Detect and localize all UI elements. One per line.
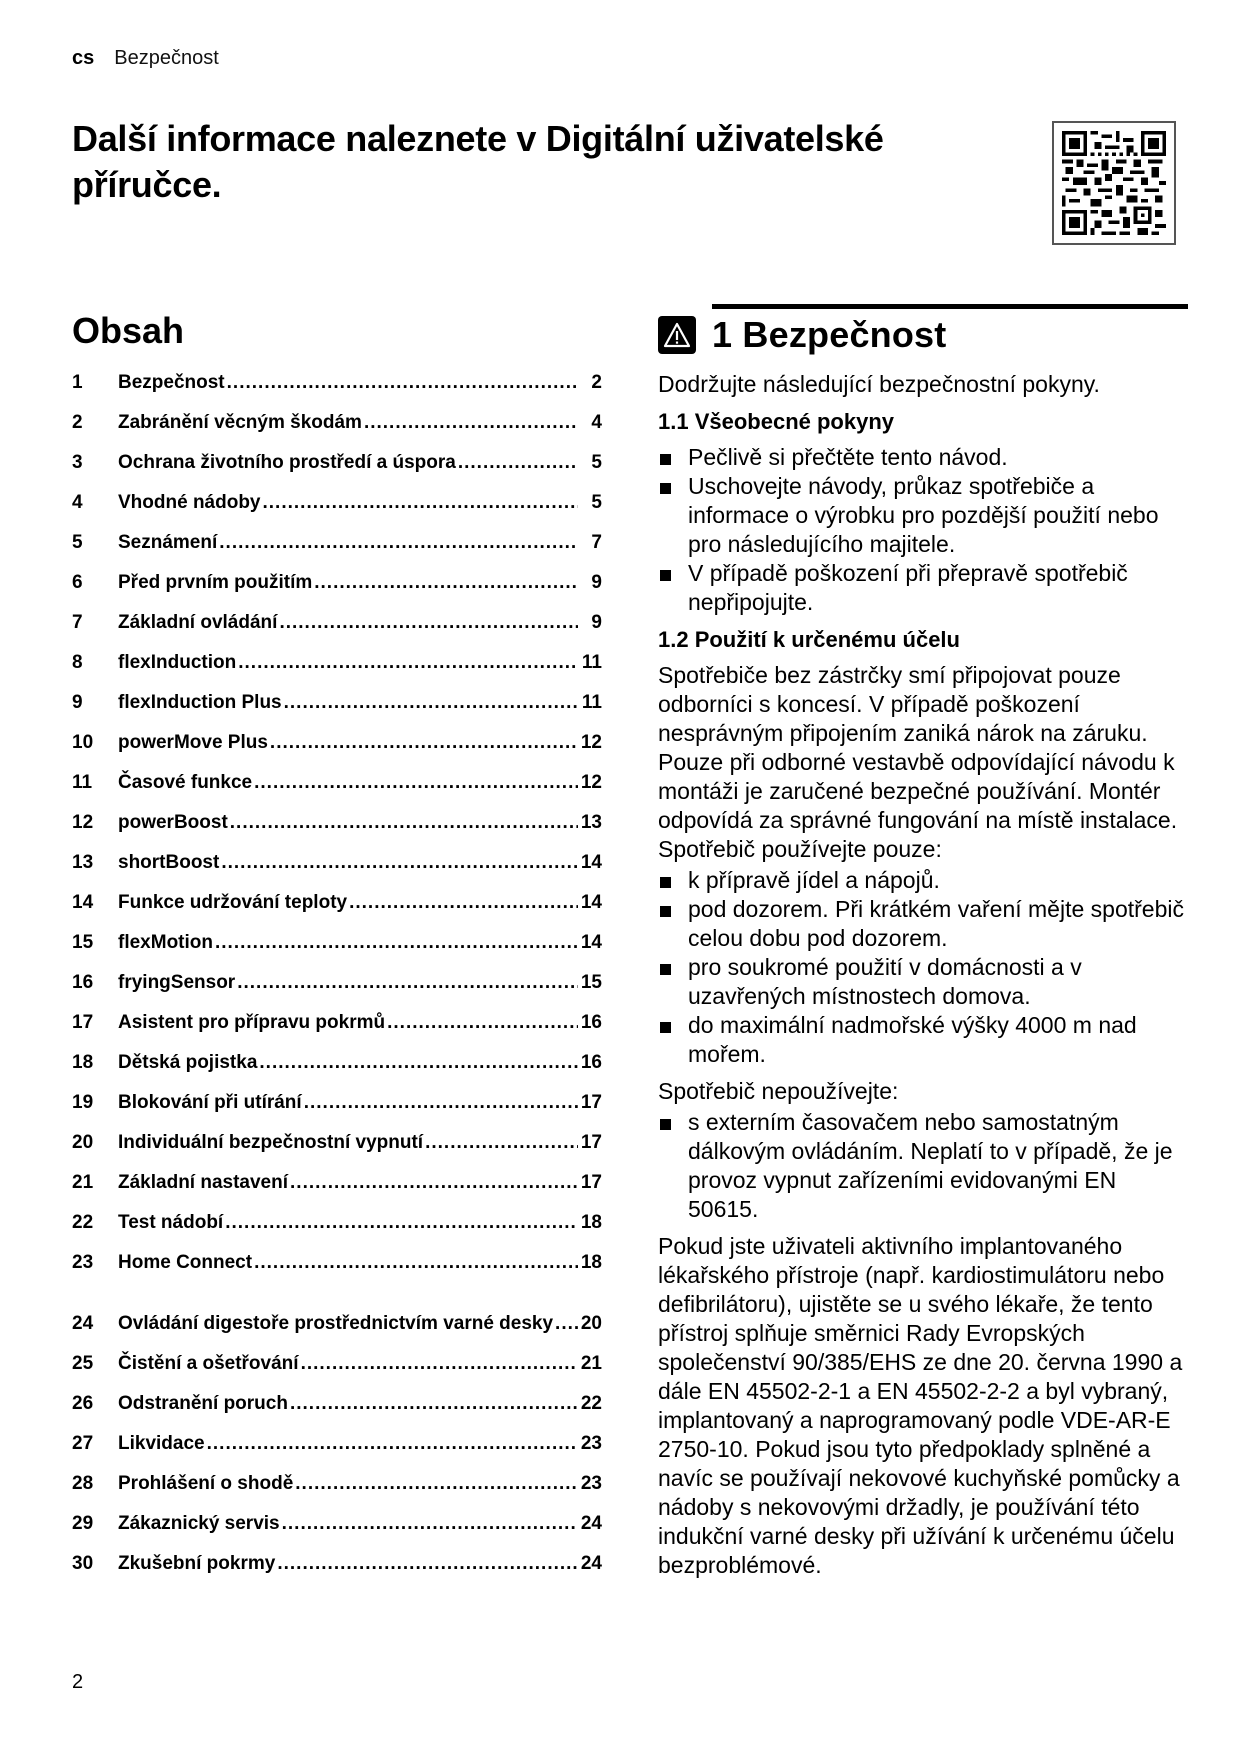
- list-item: Uschovejte návody, průkaz spotřebiče a informace o výrobku pro pozdější použití nebo pro následujícího majitele.: [658, 472, 1188, 559]
- subsection-title-intended-use: 1.2 Použití k určenému účelu: [658, 627, 960, 652]
- toc-entry-label[interactable]: flexMotion: [118, 932, 213, 953]
- toc-entry-page: 23: [580, 1473, 602, 1494]
- use-only-label: Spotřebič používejte pouze:: [658, 836, 942, 862]
- toc-leader-dots: [555, 1313, 578, 1335]
- toc-leader-dots: [237, 972, 578, 994]
- toc-leader-dots: [215, 932, 578, 954]
- toc-title: Obsah: [72, 310, 185, 351]
- toc-entry-label[interactable]: Blokování při utírání: [118, 1092, 302, 1113]
- toc-entry-label[interactable]: powerMove Plus: [118, 732, 268, 753]
- toc-leader-dots: [284, 692, 578, 714]
- toc-entry-page: 17: [580, 1092, 602, 1113]
- toc-entry[interactable]: [72, 1242, 602, 1282]
- list-item: pro soukromé použití v domácnosti a v uzavřených místnostech domova.: [658, 953, 1188, 1011]
- toc-leader-dots: [263, 492, 579, 514]
- toc-entry-label[interactable]: Likvidace: [118, 1433, 205, 1454]
- toc-entry-number: 25: [72, 1353, 94, 1374]
- toc-entry-page: 11: [581, 652, 602, 673]
- toc-entry-label[interactable]: Test nádobí: [118, 1212, 224, 1233]
- toc-leader-dots: [227, 372, 578, 394]
- toc-entry[interactable]: [72, 722, 602, 762]
- toc-entry[interactable]: [72, 922, 602, 962]
- toc-entry[interactable]: [72, 1282, 602, 1343]
- paragraph: Pokud jste uživateli aktivního implantovaného lékařského přístroje (např. kardiostimulátoru nebo defibrilátoru), ujistěte se u svého lékaře, že tento přístroj splňuje směrnici Rady Evropských společenství 90/385/EHS ze dne 20. června 1990 a dále EN 45502-2-1 a EN 45502-2-2 a byl vybraný, implantovaný a naprogramovaný podle VDE-AR-E 2750-10. Pokud jsou tyto předpoklady splněné a navíc se používají nekovové kuchyňské pomůcky a nádoby s nekovovými držadly, je používání této indukční varné desky při užívání k určenému účelu bezproblémové.: [658, 1233, 1183, 1578]
- toc-entry-page: 21: [580, 1353, 602, 1374]
- toc-entry-label[interactable]: Ochrana životního prostředí a úspora: [118, 452, 456, 473]
- section-title: 1 Bezpečnost: [712, 314, 947, 355]
- toc-entry-number: 24: [72, 1313, 94, 1334]
- toc-entry-label[interactable]: powerBoost: [118, 812, 228, 833]
- toc-leader-dots: [314, 572, 578, 594]
- toc-entry[interactable]: [72, 1122, 602, 1162]
- toc-entry-number: 9: [72, 692, 83, 713]
- toc-entry-number: 3: [72, 452, 83, 473]
- toc-entry-number: 18: [72, 1052, 94, 1073]
- toc-entry-page: 12: [580, 772, 602, 793]
- toc-entry-label[interactable]: Zákaznický servis: [118, 1513, 280, 1534]
- toc-entry-number: 19: [72, 1092, 94, 1113]
- toc-entry-number: 7: [72, 612, 83, 633]
- toc-entry[interactable]: [72, 962, 602, 1002]
- toc-entry-label[interactable]: Prohlášení o shodě: [118, 1473, 294, 1494]
- table-of-contents: [72, 362, 602, 1583]
- toc-entry-number: 15: [72, 932, 94, 953]
- toc-leader-dots: [364, 412, 578, 434]
- toc-entry-label[interactable]: Čistění a ošetřování: [118, 1353, 299, 1374]
- toc-entry-page: 16: [580, 1052, 602, 1073]
- toc-entry-label[interactable]: flexInduction: [118, 652, 237, 673]
- toc-leader-dots: [458, 452, 578, 474]
- section-rule: [712, 304, 1188, 309]
- toc-entry[interactable]: [72, 1383, 602, 1423]
- toc-leader-dots: [225, 1212, 578, 1234]
- qr-code-icon: [1052, 121, 1176, 245]
- toc-entry-label[interactable]: Zabránění věcným škodám: [118, 412, 362, 433]
- toc-entry-page: 16: [580, 1012, 602, 1033]
- toc-entry-number: 30: [72, 1553, 94, 1574]
- toc-entry-number: 22: [72, 1212, 94, 1233]
- toc-entry[interactable]: [72, 602, 602, 642]
- toc-leader-dots: [282, 1513, 578, 1535]
- toc-entry[interactable]: [72, 482, 602, 522]
- toc-leader-dots: [295, 1473, 578, 1495]
- toc-leader-dots: [207, 1433, 578, 1455]
- toc-entry-page: 24: [580, 1513, 602, 1534]
- toc-entry-number: 5: [72, 532, 83, 553]
- toc-entry-page: 12: [580, 732, 602, 753]
- toc-entry-number: 23: [72, 1252, 94, 1273]
- toc-entry-label[interactable]: Základní nastavení: [118, 1172, 289, 1193]
- toc-entry[interactable]: [72, 802, 602, 842]
- toc-entry[interactable]: [72, 682, 602, 722]
- toc-entry-label[interactable]: Dětská pojistka: [118, 1052, 258, 1073]
- toc-entry-page: 13: [580, 812, 602, 833]
- toc-leader-dots: [425, 1132, 578, 1154]
- toc-entry-number: 2: [72, 412, 83, 433]
- list-item: s externím časovačem nebo samostatným dálkovým ovládáním. Neplatí to v případě, že je provoz vypnut zařízeními evidovanými EN 50615.: [658, 1108, 1188, 1224]
- toc-entry-page: 9: [591, 612, 602, 633]
- list-item: k přípravě jídel a nápojů.: [658, 866, 1188, 895]
- toc-entry-number: 6: [72, 572, 83, 593]
- toc-leader-dots: [277, 1553, 578, 1575]
- toc-leader-dots: [219, 532, 578, 554]
- toc-entry-page: 2: [591, 372, 602, 393]
- toc-leader-dots: [254, 1252, 578, 1274]
- toc-entry[interactable]: [72, 442, 602, 482]
- toc-entry-label[interactable]: Odstranění poruch: [118, 1393, 288, 1414]
- toc-entry-page: 9: [591, 572, 602, 593]
- toc-leader-dots: [301, 1353, 578, 1375]
- toc-leader-dots: [230, 812, 578, 834]
- toc-entry[interactable]: [72, 1343, 602, 1383]
- toc-leader-dots: [238, 652, 578, 674]
- toc-entry-page: 23: [580, 1433, 602, 1454]
- toc-entry-page: 22: [580, 1393, 602, 1414]
- toc-entry[interactable]: [72, 842, 602, 882]
- toc-entry[interactable]: [72, 642, 602, 682]
- toc-entry-number: 29: [72, 1513, 94, 1534]
- toc-entry-number: 12: [72, 812, 94, 833]
- page-number: 2: [72, 1671, 84, 1693]
- toc-entry-page: 14: [580, 932, 602, 953]
- toc-entry-page: 4: [591, 412, 602, 433]
- toc-entry-page: 5: [591, 452, 602, 473]
- toc-entry-page: 17: [580, 1132, 602, 1153]
- toc-entry-label[interactable]: Home Connect: [118, 1252, 253, 1273]
- toc-entry-number: 28: [72, 1473, 94, 1494]
- toc-entry-page: 18: [580, 1252, 602, 1273]
- toc-leader-dots: [270, 732, 578, 754]
- use-only-list: [658, 866, 1188, 1069]
- subsection-title-general: 1.1 Všeobecné pokyny: [658, 409, 894, 434]
- toc-entry[interactable]: [72, 562, 602, 602]
- toc-entry[interactable]: [72, 1042, 602, 1082]
- toc-entry-page: 7: [591, 532, 602, 553]
- toc-leader-dots: [387, 1012, 578, 1034]
- toc-entry-number: 21: [72, 1172, 94, 1193]
- list-item: do maximální nadmořské výšky 4000 m nad mořem.: [658, 1011, 1188, 1069]
- toc-leader-dots: [221, 852, 578, 874]
- toc-entry-label[interactable]: Ovládání digestoře prostřednictvím varné desky: [118, 1313, 554, 1334]
- toc-entry-page: 5: [591, 492, 602, 513]
- toc-entry-number: 13: [72, 852, 94, 873]
- toc-entry-number: 16: [72, 972, 94, 993]
- toc-entry[interactable]: [72, 1503, 602, 1543]
- toc-entry-label[interactable]: flexInduction Plus: [118, 692, 282, 713]
- toc-entry[interactable]: [72, 362, 602, 402]
- language-code: cs: [72, 47, 95, 69]
- toc-entry-page: 11: [581, 692, 602, 713]
- toc-entry-page: 24: [580, 1553, 602, 1574]
- toc-entry[interactable]: [72, 1082, 602, 1122]
- toc-entry-label[interactable]: Základní ovládání: [118, 612, 278, 633]
- toc-entry-page: 14: [580, 892, 602, 913]
- toc-entry-number: 11: [72, 772, 93, 793]
- toc-entry-page: 17: [580, 1172, 602, 1193]
- general-instructions-list: [658, 443, 1188, 617]
- paragraph: Spotřebiče bez zástrčky smí připojovat pouze odborníci s koncesí. V případě poškození nesprávným připojením zaniká nárok na záruku. Pouze při odborné vestavbě odpovídající návodu k montáži je zaručené bezpečné používání. Montér odpovídá za správné fungování na místě instalace.: [658, 662, 1178, 833]
- toc-entry-label[interactable]: Seznámení: [118, 532, 218, 553]
- running-header: [72, 47, 219, 70]
- toc-leader-dots: [279, 612, 578, 634]
- toc-entry[interactable]: [72, 1543, 602, 1583]
- toc-entry[interactable]: [72, 522, 602, 562]
- list-item: V případě poškození při přepravě spotřebič nepřipojujte.: [658, 559, 1188, 617]
- toc-entry-label[interactable]: shortBoost: [118, 852, 220, 873]
- toc-entry-number: 4: [72, 492, 83, 513]
- toc-entry-page: 20: [580, 1313, 602, 1334]
- running-section-title: Bezpečnost: [114, 47, 219, 69]
- toc-entry-number: 26: [72, 1393, 94, 1414]
- toc-entry[interactable]: [72, 402, 602, 442]
- toc-leader-dots: [290, 1172, 578, 1194]
- list-item: Pečlivě si přečtěte tento návod.: [658, 443, 1188, 472]
- section-heading: [658, 314, 946, 356]
- toc-leader-dots: [290, 1393, 578, 1415]
- toc-leader-dots: [259, 1052, 578, 1074]
- toc-entry-page: 14: [580, 852, 602, 873]
- list-item: pod dozorem. Při krátkém vaření mějte spotřebič celou dobu pod dozorem.: [658, 895, 1188, 953]
- toc-entry-label[interactable]: Vhodné nádoby: [118, 492, 261, 513]
- section-intro: Dodržujte následující bezpečnostní pokyny.: [658, 371, 1100, 397]
- page-title: Další informace naleznete v Digitální uživatelské příručce.: [72, 118, 884, 205]
- toc-entry-label[interactable]: Individuální bezpečnostní vypnutí: [118, 1132, 424, 1153]
- toc-entry[interactable]: [72, 762, 602, 802]
- toc-entry[interactable]: [72, 1002, 602, 1042]
- toc-entry-label[interactable]: fryingSensor: [118, 972, 236, 993]
- toc-entry-number: 8: [72, 652, 83, 673]
- toc-entry-number: 10: [72, 732, 94, 753]
- toc-entry[interactable]: [72, 1463, 602, 1503]
- toc-entry-label[interactable]: Před prvním použitím: [118, 572, 313, 593]
- do-not-use-label: Spotřebič nepoužívejte:: [658, 1078, 899, 1104]
- warning-triangle-icon: [658, 316, 696, 354]
- toc-entry-number: 14: [72, 892, 94, 913]
- toc-entry[interactable]: [72, 1423, 602, 1463]
- toc-entry-number: 1: [72, 372, 83, 393]
- toc-entry-page: 18: [580, 1212, 602, 1233]
- toc-entry-number: 20: [72, 1132, 94, 1153]
- toc-leader-dots: [349, 892, 578, 914]
- toc-entry-number: 17: [72, 1012, 94, 1033]
- toc-entry-page: 15: [580, 972, 602, 993]
- toc-entry-label[interactable]: Zkušební pokrmy: [118, 1553, 276, 1574]
- do-not-use-list: [658, 1108, 1188, 1224]
- toc-entry-label[interactable]: Časové funkce: [118, 772, 253, 793]
- toc-entry-label[interactable]: Asistent pro přípravu pokrmů: [118, 1012, 386, 1033]
- toc-leader-dots: [304, 1092, 578, 1114]
- toc-leader-dots: [254, 772, 578, 794]
- toc-entry-number: 27: [72, 1433, 94, 1454]
- toc-entry[interactable]: [72, 882, 602, 922]
- toc-entry-label[interactable]: Funkce udržování teploty: [118, 892, 348, 913]
- toc-entry[interactable]: [72, 1162, 602, 1202]
- toc-entry[interactable]: [72, 1202, 602, 1242]
- section-content: [658, 370, 1188, 1580]
- toc-entry-label[interactable]: Bezpečnost: [118, 372, 225, 393]
